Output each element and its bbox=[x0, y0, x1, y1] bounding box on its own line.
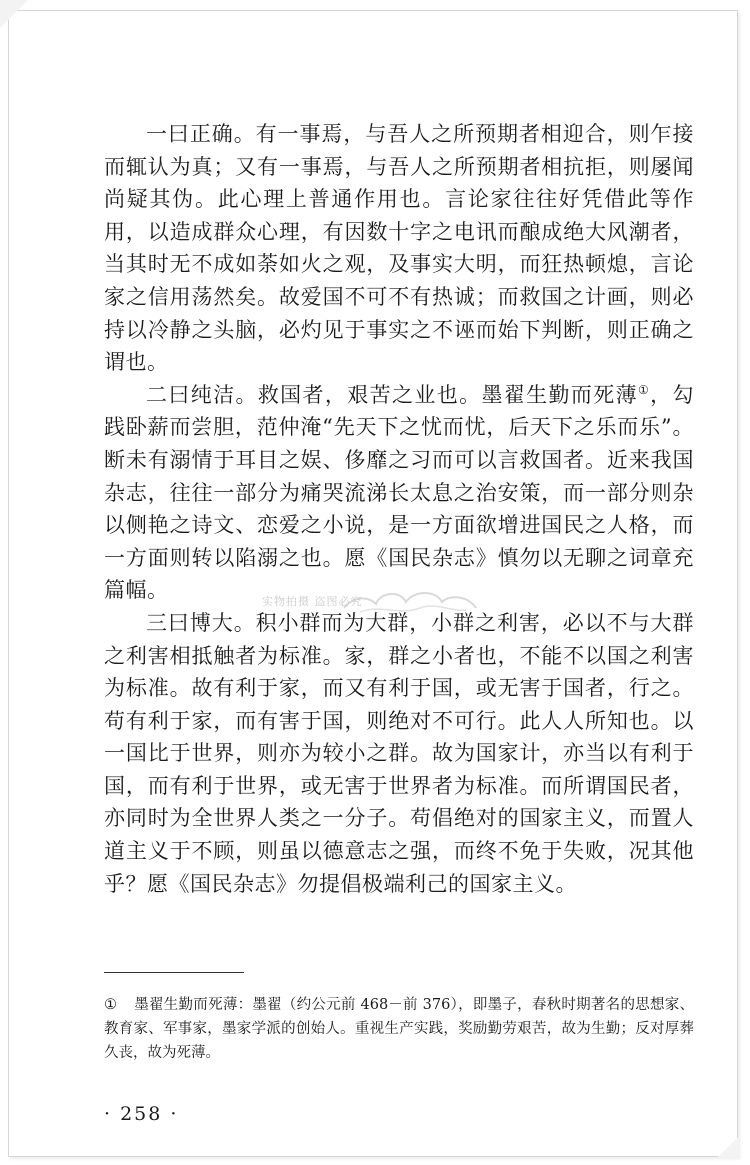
footnote-reference: ① bbox=[638, 382, 651, 397]
paragraph-purity bbox=[104, 379, 694, 607]
footnote-text: 墨翟生勤而死薄：墨翟（约公元前 468－前 376），即墨子，春秋时期著名的思想家、教育家、军事家，墨家学派的创始人。重视生产实践，奖励勤劳艰苦，故为生勤；反对厚葬久丧，故为死薄。 bbox=[104, 997, 694, 1061]
page-corner-fold bbox=[0, 0, 28, 28]
footnote bbox=[104, 993, 694, 1065]
watermark-text: 实物拍摄 盗图必究 bbox=[262, 595, 363, 608]
page-number: · 258 · bbox=[104, 1103, 179, 1125]
footnote-divider bbox=[104, 972, 244, 973]
paragraph-purity-text-before: 二曰纯洁。救国者，艰苦之业也。墨翟生勤而死薄 bbox=[146, 382, 639, 407]
page-corner-fold-bottom bbox=[716, 1135, 740, 1159]
paragraph-correctness: 一曰正确。有一事焉，与吾人之所预期者相迎合，则乍接而辄认为真；又有一事焉，与吾人之所预期者相抗拒，则屡闻尚疑其伪。此心理上普通作用也。言论家往往好凭借此等作用，以造成群众心理，有因数十字之电讯而酿成绝大风潮者，当其时无不成如荼如火之观，及事实大明，而狂热顿熄，言论家之信用荡然矣。故爱国不可不有热诚；而救国之计画，则必持以冷静之头脑，必灼见于事实之不诬而始下判断，则正确之谓也。 bbox=[104, 122, 694, 375]
main-text bbox=[104, 118, 694, 900]
footnote-marker: ① bbox=[104, 997, 117, 1013]
paragraph-purity-text-after: ，勾践卧薪而尝胆，范仲淹“先天下之忧而忧，后天下之乐而乐”。断未有溺情于耳目之娱、侈靡之习而可以言救国者。近来我国杂志，往往一部分为痛哭流涕长太息之治安策，而一部分则杂以侧艳之诗文、恋爱之小说，是一方面欲增进国民之人格，而一方面则转以陷溺之也。愿《国民杂志》慎勿以无聊之词章充篇幅。 bbox=[104, 382, 695, 603]
paragraph-breadth: 三曰博大。积小群而为大群，小群之利害，必以不与大群之利害相抵触者为标准。家，群之小者也，不能不以国之利害为标准。故有利于家，而又有利于国，或无害于国者，行之。苟有利于家，而有害于国，则绝对不可行。此人人所知也。以一国比于世界，则亦为较小之群。故为国家计，亦当以有利于国，而有利于世界，或无害于世界者为标准。而所谓国民者，亦同时为全世界人类之一分子。苟倡绝对的国家主义，而置人道主义于不顾，则虽以德意志之强，而终不免于失败，况其他乎？愿《国民杂志》勿提倡极端利己的国家主义。 bbox=[104, 610, 694, 896]
